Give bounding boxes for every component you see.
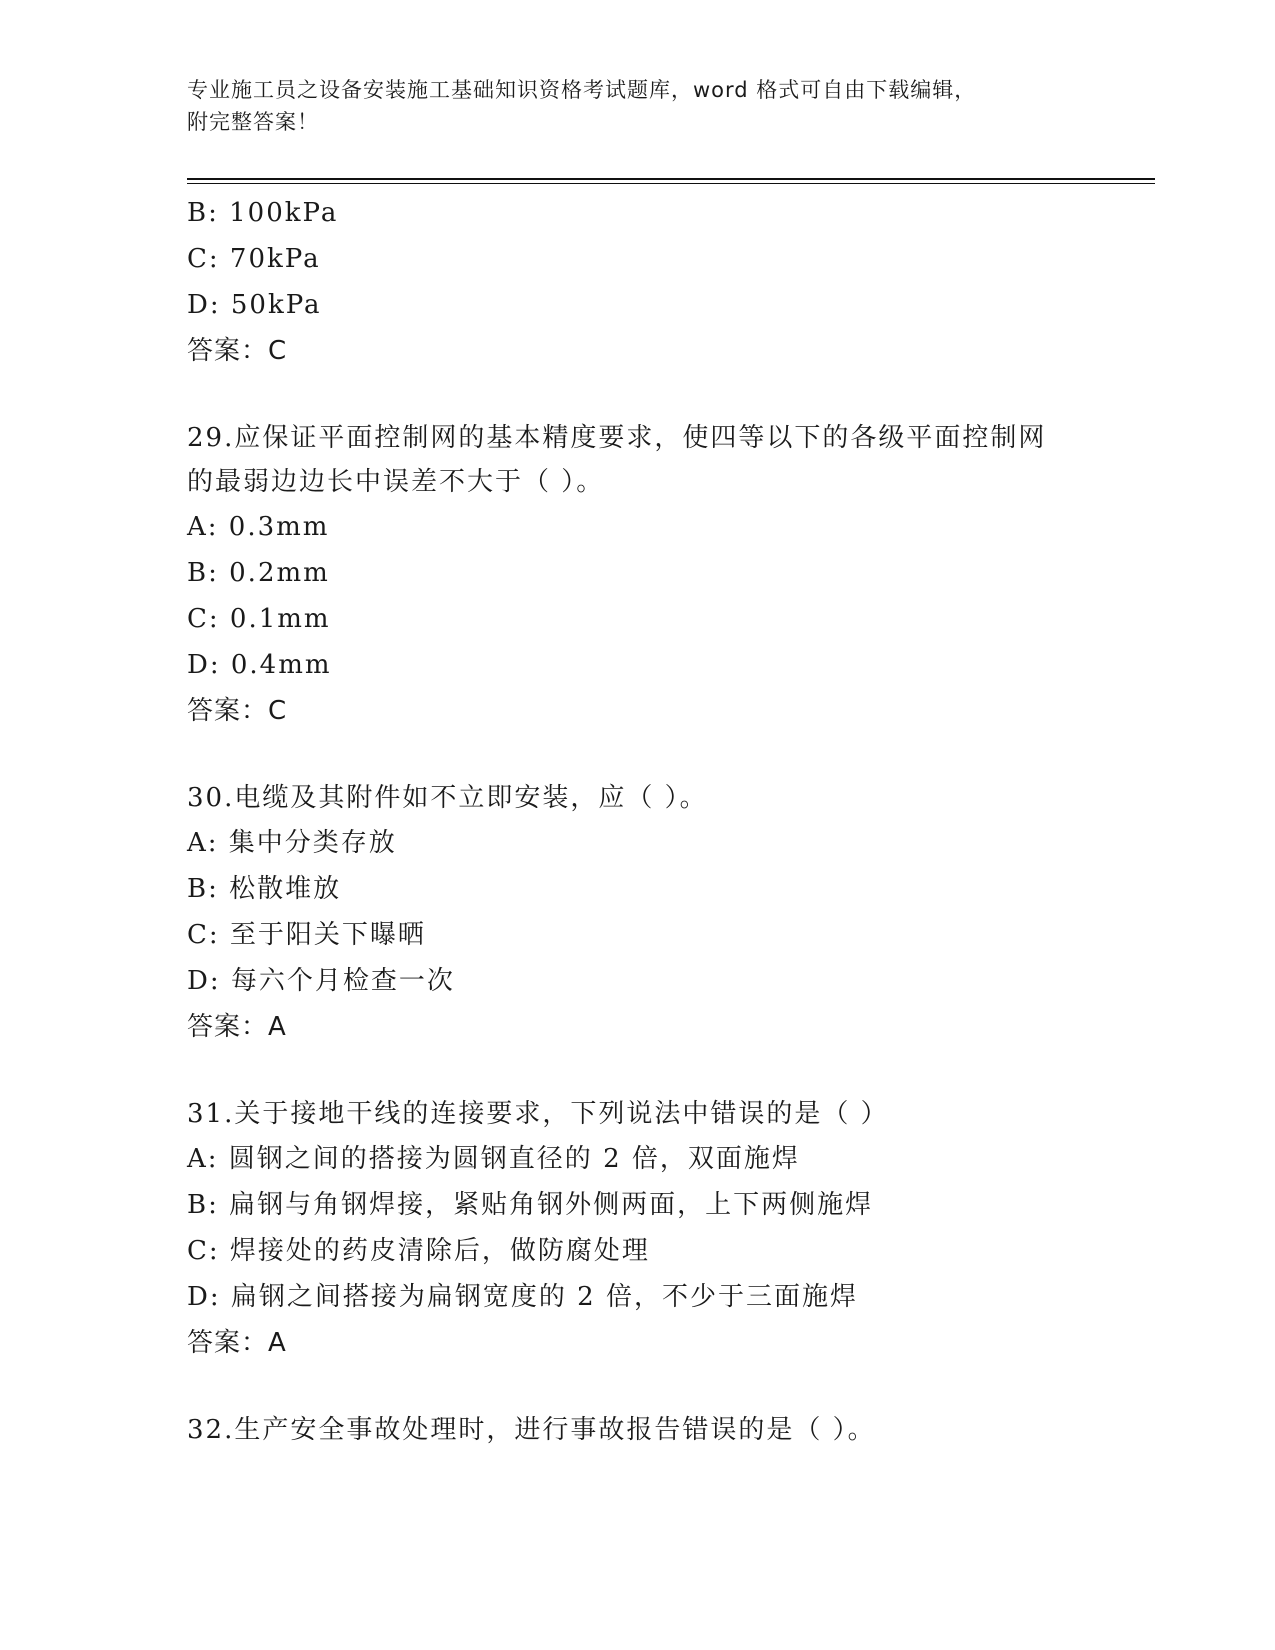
option-c: C: 0.1mm	[187, 604, 331, 634]
option-a: A: 圆钢之间的搭接为圆钢直径的 2 倍，双面施焊	[187, 1144, 800, 1174]
header-line-2: 附完整答案！	[187, 110, 319, 134]
option-c: C: 焊接处的药皮清除后，做防腐处理	[187, 1236, 650, 1266]
question-stem: 30.电缆及其附件如不立即安装，应（ ）。	[187, 783, 708, 813]
question-32	[187, 1408, 1087, 1452]
option-b: B: 0.2mm	[187, 558, 330, 588]
question-31	[187, 1092, 1087, 1366]
header-line-1: 专业施工员之设备安装施工基础知识资格考试题库，word 格式可自由下载编辑，	[187, 78, 977, 102]
option-d: D: 每六个月检查一次	[187, 966, 455, 996]
answer: 答案：A	[187, 1012, 287, 1042]
answer: 答案：C	[187, 696, 288, 726]
answer: 答案：A	[187, 1328, 287, 1358]
answer: 答案：C	[187, 336, 288, 366]
question-28	[187, 190, 1087, 374]
document-header	[187, 74, 1067, 138]
question-stem: 29.应保证平面控制网的基本精度要求，使四等以下的各级平面控制网	[187, 423, 1047, 453]
header-divider-thick	[187, 178, 1155, 180]
question-stem: 31.关于接地干线的连接要求，下列说法中错误的是（ ）	[187, 1099, 889, 1129]
option-b: B: 100kPa	[187, 198, 339, 228]
option-c: C: 70kPa	[187, 244, 321, 274]
question-stem-continued: 的最弱边边长中误差不大于（ ）。	[187, 467, 605, 497]
question-list	[187, 190, 1087, 1452]
question-stem: 32.生产安全事故处理时，进行事故报告错误的是（ ）。	[187, 1415, 876, 1445]
question-29	[187, 416, 1087, 734]
option-a: A: 0.3mm	[187, 512, 330, 542]
header-divider-thin	[187, 183, 1155, 184]
option-d: D: 扁钢之间搭接为扁钢宽度的 2 倍，不少于三面施焊	[187, 1282, 858, 1312]
option-b: B: 扁钢与角钢焊接，紧贴角钢外侧两面，上下两侧施焊	[187, 1190, 874, 1220]
question-30	[187, 776, 1087, 1050]
option-a: A: 集中分类存放	[187, 828, 397, 858]
option-d: D: 0.4mm	[187, 650, 332, 680]
option-d: D: 50kPa	[187, 290, 322, 320]
option-b: B: 松散堆放	[187, 874, 342, 904]
option-c: C: 至于阳关下曝晒	[187, 920, 426, 950]
